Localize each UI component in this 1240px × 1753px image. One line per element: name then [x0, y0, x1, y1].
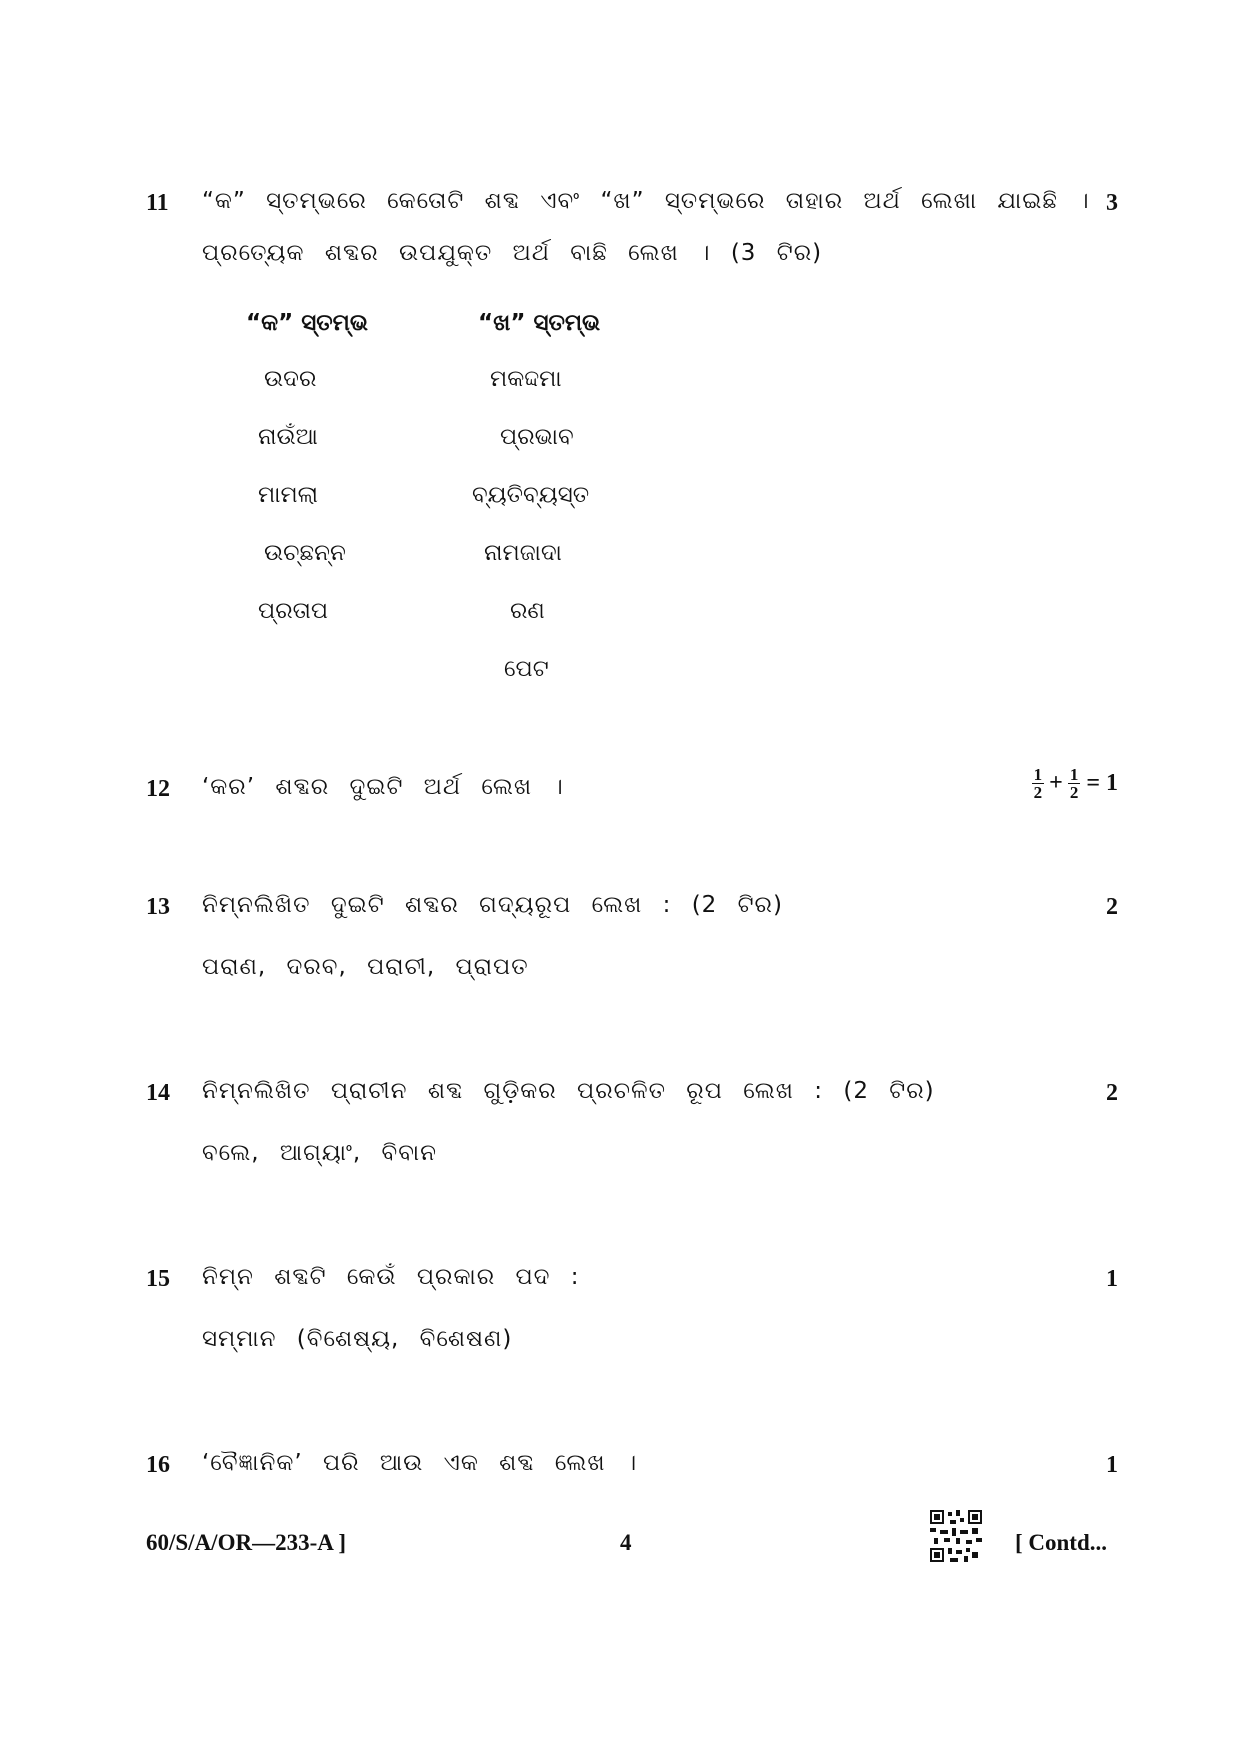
question-16-text: ‘ବୈଜ୍ଞାନିକ’ ପରି ଆଉ ଏକ ଶବ୍ଦ ଲେଖ । [202, 1450, 638, 1476]
question-13-text-line2: ପରାଣ, ଦରବ, ପରାଚୀ, ପ୍ରାପତ [202, 954, 529, 980]
continued-label: [ Contd... [1015, 1530, 1108, 1555]
question-12-text: ‘କର’ ଶବ୍ଦର ଦୁଇଟି ଅର୍ଥ ଲେଖ । [202, 774, 564, 800]
question-11-number: 11 [146, 190, 169, 216]
question-11-text-line1: “କ” ସ୍ତମ୍ଭରେ କେତୋଟି ଶବ୍ଦ ଏବଂ “ଖ” ସ୍ତମ୍ଭରେ ତାହାର ଅର୍ଥ ଲେଖା ଯାଇଛି । [202, 188, 1090, 214]
column-a-item: ପ୍ରତାପ [258, 598, 329, 624]
column-b-item: ପେଟ [504, 656, 549, 682]
fraction: $\frac{1}{2}$ [1069, 765, 1079, 802]
question-15-text-line1: ନିମ୍ନ ଶବ୍ଦଟି କେଉଁ ପ୍ରକାର ପଦ : [202, 1264, 580, 1290]
question-11-text-line2: ପ୍ରତ୍ୟେକ ଶବ୍ଦର ଉପଯୁକ୍ତ ଅର୍ଥ ବାଛି ଲେଖ । (3 ଟିର) [202, 240, 823, 266]
question-16-marks: 1 [1106, 1452, 1118, 1478]
column-b-item: ମକଦ୍ଦମା [490, 366, 562, 392]
question-14-marks: 2 [1106, 1080, 1118, 1106]
question-14-text-line2: ବଲେ, ଆଗ୍ୟାଂ, ବିବାନ [202, 1140, 437, 1166]
column-b-item: ବ୍ୟତିବ୍ୟସ୍ତ [472, 482, 590, 508]
column-b-header: “ଖ” ସ୍ତମ୍ଭ [478, 310, 601, 336]
fraction: $\frac{1}{2}$ [1033, 765, 1043, 802]
question-14-text-line1: ନିମ୍ନଲିଖିତ ପ୍ରାଚୀନ ଶବ୍ଦ ଗୁଡ଼ିକର ପ୍ରଚଳିତ ରୂପ ଲେଖ : (2 ଟିର) [202, 1078, 935, 1104]
question-13-number: 13 [146, 894, 170, 920]
question-12-number: 12 [146, 776, 170, 802]
column-b-item: ନାମଜାଦା [484, 540, 562, 566]
qr-code-icon [930, 1510, 982, 1562]
column-b-item: ରଣ [510, 598, 545, 624]
question-14-number: 14 [146, 1080, 170, 1106]
column-b-item: ପ୍ରଭାବ [500, 424, 574, 450]
question-13-text-line1: ନିମ୍ନଲିଖିତ ଦୁଇଟି ଶବ୍ଦର ଗଦ୍ୟରୂପ ଲେଖ : (2 ଟିର) [202, 892, 783, 918]
column-a-item: ଉଦର [264, 366, 317, 392]
column-a-item: ମାମଲା [258, 482, 319, 508]
question-15-marks: 1 [1106, 1266, 1118, 1292]
question-15-number: 15 [146, 1266, 170, 1292]
question-16-number: 16 [146, 1452, 170, 1478]
column-a-item: ଉଚ୍ଛନ୍ନ [264, 540, 346, 566]
page-number: 4 [620, 1530, 632, 1555]
question-13-marks: 2 [1106, 894, 1118, 920]
column-a-item: ନାଉଁଆ [258, 424, 318, 450]
question-11-marks: 3 [1106, 190, 1118, 216]
question-15-text-line2: ସମ୍ମାନ (ବିଶେଷ୍ୟ, ବିଶେଷଣ) [202, 1326, 513, 1352]
column-a-header: “କ” ସ୍ତମ୍ଭ [246, 310, 368, 336]
question-12-marks: $\frac{1}{2}$ + $\frac{1}{2}$ = 1 [1033, 765, 1118, 802]
paper-code: 60/S/A/OR—233-A ] [146, 1530, 346, 1555]
